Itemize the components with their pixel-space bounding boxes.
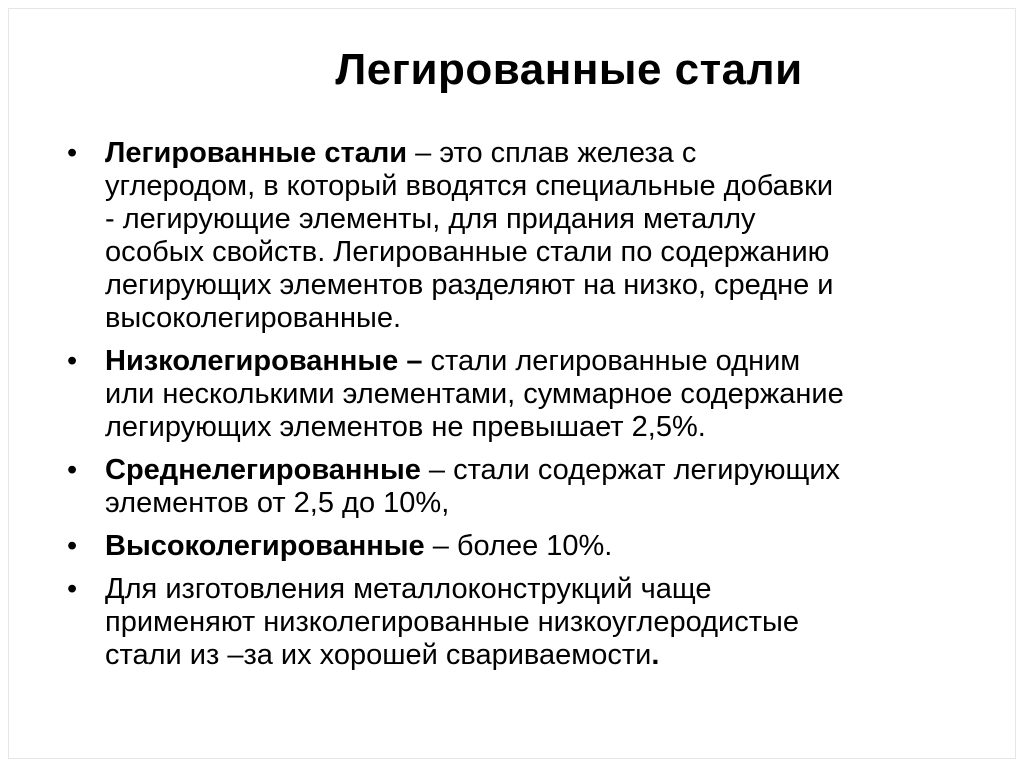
bullet-icon: • xyxy=(67,530,78,562)
bullet-end-mark: . xyxy=(651,639,660,671)
bullet-line: или несколькими элементами, суммарное содержание xyxy=(105,378,844,410)
bullet-line: углеродом, в который вводятся специальные добавки xyxy=(105,170,834,202)
bullet-icon: • xyxy=(67,573,78,605)
bullet-text: стали из –за их хорошей свариваемости xyxy=(105,639,652,671)
bullet-line: применяют низколегированные низкоуглеродистые xyxy=(105,606,799,638)
slide-title: Легированные стали xyxy=(335,45,803,94)
bullet-line: элементов от 2,5 до 10%, xyxy=(105,487,450,519)
bullet-item-alloy-steels xyxy=(67,137,995,335)
bullet-icon: • xyxy=(67,454,78,486)
bullet-term: Низколегированные – xyxy=(105,345,423,377)
bullet-item-metal-structures xyxy=(67,573,995,672)
bullet-term: Легированные стали xyxy=(105,137,408,169)
bullet-icon: • xyxy=(67,137,78,169)
bullet-line: Для изготовления металлоконструкций чаще xyxy=(105,573,712,605)
bullet-item-medium-alloy xyxy=(67,454,995,520)
bullet-text: – это сплав железа с xyxy=(407,137,697,169)
bullet-line xyxy=(105,137,995,170)
bullet-term: Высоколегированные xyxy=(105,530,425,562)
bullet-text: – более 10%. xyxy=(424,530,613,562)
bullet-icon: • xyxy=(67,345,78,377)
bullet-line: - легирующие элементы, для придания металлу xyxy=(105,203,756,235)
bullet-line: высоколегированные. xyxy=(105,302,402,334)
bullet-term: Среднелегированные xyxy=(105,454,421,486)
bullet-item-high-alloy xyxy=(67,530,995,563)
bullet-line: легирующих элементов разделяют на низко, средне и xyxy=(105,269,834,301)
bullet-line xyxy=(105,639,995,672)
bullet-text: – стали содержат легирующих xyxy=(420,454,841,486)
slide xyxy=(8,8,1016,759)
bullet-list xyxy=(67,137,995,682)
bullet-item-low-alloy xyxy=(67,345,995,444)
bullet-line xyxy=(105,530,995,563)
bullet-line: особых свойств. Легированные стали по содержанию xyxy=(105,236,830,268)
bullet-line: легирующих элементов не превышает 2,5%. xyxy=(105,411,706,443)
bullet-line xyxy=(105,345,995,378)
bullet-text: стали легированные одним xyxy=(422,345,801,377)
bullet-line xyxy=(105,454,995,487)
